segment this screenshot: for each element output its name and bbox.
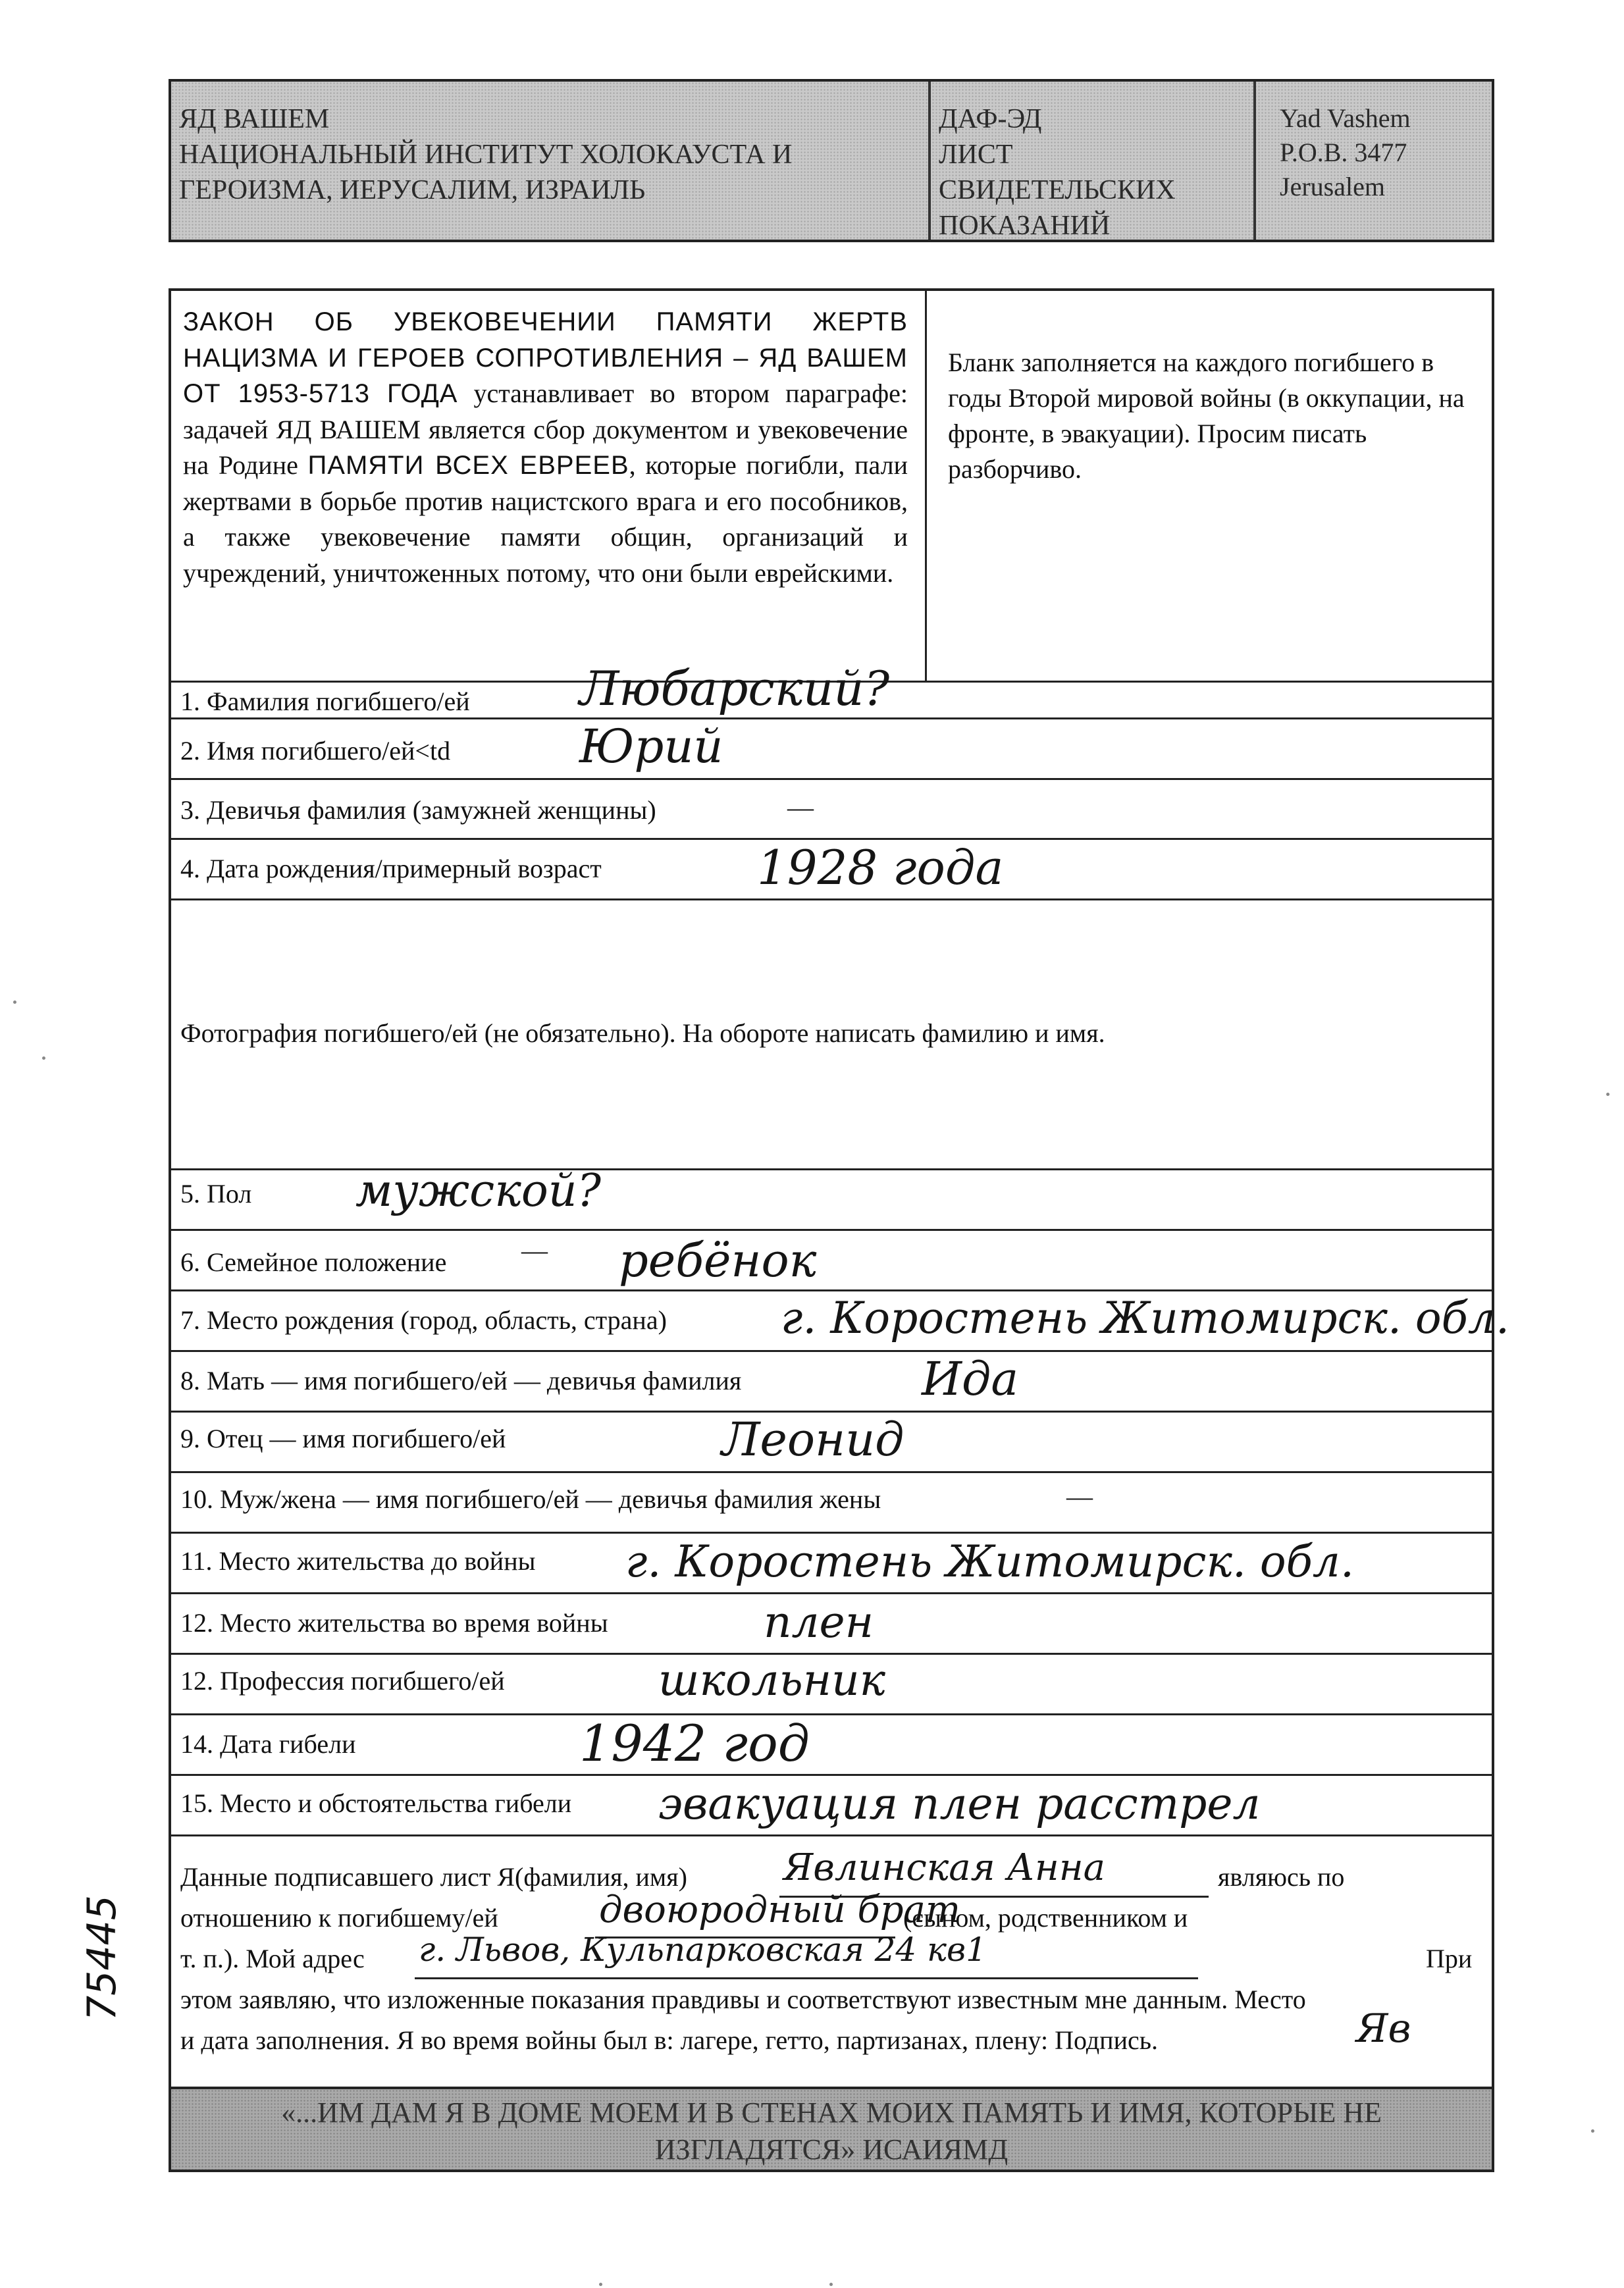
form-title-line: СВИДЕТЕЛЬСКИХ: [939, 175, 1176, 205]
postal-address: [1256, 82, 1492, 240]
field-surname[interactable]: [171, 661, 1492, 719]
field-value[interactable]: ребёнок: [619, 1234, 817, 1287]
signer-text: При: [1426, 1944, 1473, 1973]
footer-quote: [169, 2087, 1494, 2172]
field-value[interactable]: г. Коростень Житомирск. обл.: [625, 1536, 1354, 1587]
field-label: Фотография погибшего/ей (не обязательно). На обороте написать фамилию и имя.: [180, 1018, 1105, 1048]
field-birthplace[interactable]: [171, 1291, 1509, 1352]
speck: [1591, 2129, 1594, 2133]
field-label: 12. Профессия погибшего/ей: [180, 1666, 505, 1696]
field-value[interactable]: г. Коростень Житомирск. обл.: [781, 1293, 1509, 1343]
field-dash: —: [521, 1235, 548, 1265]
field-sex[interactable]: [171, 1165, 1492, 1231]
form-title-line: ЛИСТ: [939, 140, 1013, 170]
law-text: устанавливает во втором параграфе: задачей ЯД ВАШЕМ является сбор документом и увековечение на Родине: [183, 378, 908, 480]
field-residence-prewar[interactable]: [171, 1534, 1492, 1594]
archive-number: 75445: [79, 1895, 125, 2021]
law-text: , которые погибли, пали жертвами в борьбе против нацистского врага и его пособников, а также увековечение памяти общин, организаций и учреждений, уничтоженных потому, что они были еврейскими.: [183, 450, 908, 588]
signer-address[interactable]: г. Львов, Кульпарковская 24 кв1: [419, 1931, 987, 1969]
address-line: Jerusalem: [1280, 172, 1385, 201]
field-spouse[interactable]: [171, 1473, 1492, 1534]
quote-line: ИЗГЛАДЯТСЯ» ИСАИЯМД: [654, 2133, 1008, 2166]
institute-line: ЯД ВАШЕМ: [179, 104, 330, 134]
field-value[interactable]: —: [1066, 1482, 1093, 1511]
signer-section: [171, 1846, 1492, 2101]
form-title: [931, 82, 1256, 240]
field-label: 4. Дата рождения/примерный возраст: [180, 854, 602, 883]
speck: [599, 2283, 602, 2286]
field-value[interactable]: Любарский?: [579, 661, 890, 716]
field-label: 5. Пол: [180, 1179, 252, 1209]
field-maiden-name[interactable]: [171, 780, 1492, 840]
field-value[interactable]: эвакуация плен расстрел: [658, 1779, 1261, 1829]
address-line: Yad Vashem: [1280, 103, 1411, 133]
field-value[interactable]: Леонид: [721, 1413, 904, 1467]
signer-text: являюсь по: [1218, 1862, 1345, 1892]
field-value[interactable]: 1928 года: [757, 840, 1004, 895]
form-header: [169, 79, 1494, 242]
intro-section: [171, 291, 1492, 683]
institute-name: [171, 82, 931, 240]
field-label: 1. Фамилия погибшего/ей: [180, 687, 470, 716]
address-line: P.O.B. 3477: [1280, 138, 1407, 167]
law-paragraph: [171, 291, 927, 681]
signer-text: и дата заполнения. Я во время войны был в: лагере, гетто, партизанах, плену: Подпись.: [180, 2025, 1158, 2055]
testimony-form: [169, 288, 1509, 2123]
field-value[interactable]: —: [787, 793, 814, 822]
field-photo[interactable]: [171, 900, 1492, 1170]
field-value[interactable]: Юрий: [579, 719, 723, 773]
signer-relation[interactable]: двоюродный брат: [599, 1888, 961, 1931]
field-profession[interactable]: [171, 1655, 1492, 1715]
field-label: 6. Семейное положение: [180, 1247, 447, 1277]
signer-text: этом заявляю, что изложенные показания правдивы и соответствуют известным мне данным. Место: [180, 1985, 1306, 2014]
field-label: 2. Имя погибшего/ей<td: [180, 736, 451, 766]
field-death-date[interactable]: [171, 1715, 1492, 1776]
law-title: ЗАКОН ОБ УВЕКОВЕЧЕНИИ ПАМЯТИ ЖЕРТВ НАЦИЗМА И ГЕРОЕВ СОПРОТИВЛЕНИЯ – ЯД ВАШЕМ ОТ 1953-5713 ГОДА: [183, 307, 908, 408]
field-label: 7. Место рождения (город, область, страна): [180, 1305, 667, 1335]
field-label: 15. Место и обстоятельства гибели: [180, 1788, 572, 1818]
field-value[interactable]: Ида: [922, 1352, 1019, 1406]
field-label: 3. Девичья фамилия (замужней женщины): [180, 795, 656, 825]
signer-text: отношению к погибшему/ей: [180, 1903, 498, 1933]
field-mother[interactable]: [171, 1352, 1492, 1413]
speck: [829, 2283, 833, 2286]
field-father[interactable]: [171, 1413, 1492, 1473]
signer-text: (сыном, родственником и: [903, 1903, 1188, 1933]
signer-name[interactable]: Явлинская Анна: [783, 1846, 1106, 1889]
speck: [42, 1056, 45, 1060]
law-emphasis: ПАМЯТИ ВСЕХ ЕВРЕЕВ: [307, 451, 629, 480]
field-label: 12. Место жительства во время войны: [180, 1608, 608, 1638]
field-birth-date[interactable]: [171, 840, 1492, 900]
form-title-line: ПОКАЗАНИЙ: [939, 211, 1111, 241]
signer-text: Данные подписавшего лист Я(фамилия, имя): [180, 1862, 687, 1892]
field-label: 10. Муж/жена — имя погибшего/ей — девичья фамилия жены: [180, 1484, 881, 1514]
speck: [13, 1001, 16, 1004]
field-label: 8. Мать — имя погибшего/ей — девичья фамилия: [180, 1366, 742, 1395]
field-value[interactable]: мужской?: [355, 1165, 602, 1217]
field-residence-wartime[interactable]: [171, 1594, 1492, 1655]
institute-line: ГЕРОИЗМА, ИЕРУСАЛИМ, ИЗРАИЛЬ: [179, 175, 646, 205]
signer-text: т. п.). Мой адрес: [180, 1944, 365, 1973]
field-label: 14. Дата гибели: [180, 1729, 356, 1759]
field-death-place[interactable]: [171, 1776, 1492, 1836]
signature[interactable]: Яв: [1356, 2006, 1411, 2052]
field-family-status[interactable]: [171, 1231, 1492, 1291]
field-label: 9. Отец — имя погибшего/ей: [180, 1424, 506, 1453]
field-value[interactable]: плен: [764, 1597, 874, 1648]
field-label: 11. Место жительства до войны: [180, 1546, 536, 1576]
field-value[interactable]: школьник: [658, 1655, 886, 1705]
speck: [1606, 1093, 1610, 1096]
field-first-name[interactable]: [171, 719, 1492, 780]
instruction-note: Бланк заполняется на каждого погибшего в годы Второй мировой войны (в оккупации, на фронте, в эвакуации). Просим писать разборчиво.: [948, 348, 1465, 484]
signer-address-underline: [415, 1977, 1198, 1979]
institute-line: НАЦИОНАЛЬНЫЙ ИНСТИТУТ ХОЛОКАУСТА И: [179, 140, 793, 170]
field-value[interactable]: 1942 год: [579, 1714, 810, 1773]
form-title-line: ДАФ-ЭД: [939, 104, 1042, 134]
quote-line: «...ИМ ДАМ Я В ДОМЕ МОЕМ И В СТЕНАХ МОИХ ПАМЯТЬ И ИМЯ, КОТОРЫЕ НЕ: [281, 2096, 1382, 2129]
